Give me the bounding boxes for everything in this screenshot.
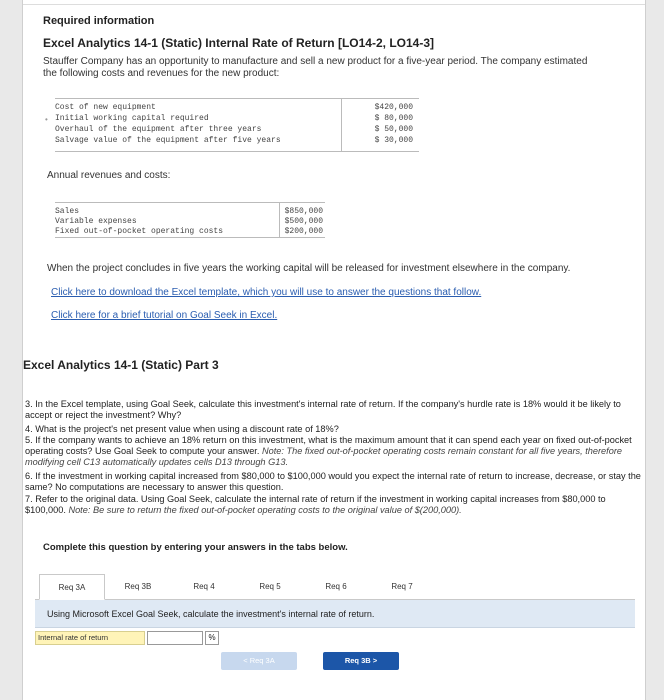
next-req-button[interactable]: Req 3B > bbox=[323, 652, 399, 670]
table-row bbox=[55, 227, 325, 237]
margin-marker: • bbox=[45, 115, 48, 124]
table-row bbox=[55, 217, 325, 227]
cost-label: Salvage value of the equipment after five years bbox=[55, 136, 281, 145]
annual-table bbox=[55, 202, 325, 238]
annual-label: Sales bbox=[55, 207, 80, 216]
table-row bbox=[55, 103, 419, 113]
cost-label: Initial working capital required bbox=[55, 114, 209, 123]
cost-value: $420,000 bbox=[374, 103, 413, 112]
irr-input[interactable] bbox=[147, 631, 203, 645]
question-7 bbox=[25, 494, 645, 516]
cost-value: $ 50,000 bbox=[374, 125, 413, 134]
tab-req-3b[interactable]: Req 3B bbox=[124, 582, 152, 591]
percent-unit: % bbox=[205, 631, 219, 645]
annual-heading: Annual revenues and costs: bbox=[47, 170, 171, 181]
cost-value: $ 80,000 bbox=[374, 114, 413, 123]
annual-label: Fixed out-of-pocket operating costs bbox=[55, 227, 224, 236]
table-row bbox=[55, 207, 325, 217]
active-question-bar bbox=[35, 600, 635, 628]
answer-label: Internal rate of return bbox=[35, 631, 145, 645]
annual-value: $850,000 bbox=[284, 207, 323, 216]
costs-table bbox=[55, 98, 419, 152]
annual-value: $200,000 bbox=[284, 227, 323, 236]
complete-instruction: Complete this question by entering your answers in the tabs below. bbox=[43, 542, 348, 553]
download-template-link[interactable]: Click here to download the Excel template, which you will use to answer the questions that follow. bbox=[51, 287, 482, 298]
working-capital-note: When the project concludes in five years the working capital will be released for investment elsewhere in the company. bbox=[47, 263, 571, 274]
annual-label: Variable expenses bbox=[55, 217, 137, 226]
assignment-page bbox=[22, 0, 646, 700]
tab-req-4[interactable]: Req 4 bbox=[193, 582, 215, 591]
active-question-text: Using Microsoft Excel Goal Seek, calculate the investment's internal rate of return. bbox=[47, 609, 375, 619]
cost-label: Cost of new equipment bbox=[55, 103, 156, 112]
top-divider bbox=[23, 4, 645, 5]
problem-title: Excel Analytics 14-1 (Static) Internal Rate of Return [LO14-2, LO14-3] bbox=[43, 36, 434, 50]
part3-title: Excel Analytics 14-1 (Static) Part 3 bbox=[23, 358, 219, 372]
problem-intro: Stauffer Company has an opportunity to manufacture and sell a new product for a five-year period. The company estimated the following costs and revenues for the new product: bbox=[43, 56, 588, 79]
requirement-tabs bbox=[35, 574, 635, 600]
tab-req-6[interactable]: Req 6 bbox=[325, 582, 347, 591]
table-row bbox=[55, 114, 419, 124]
tab-req-5[interactable]: Req 5 bbox=[259, 582, 281, 591]
question-5-text: 5. If the company wants to achieve an 18% return on this investment, what is the maximum amount that it can spend each year on fixed out-of-pocket operating costs? Use Goal Seek to compute your answer. bbox=[25, 435, 632, 456]
tab-req-3a[interactable]: Req 3A bbox=[39, 574, 105, 600]
question-5 bbox=[25, 435, 645, 468]
tab-req-7[interactable]: Req 7 bbox=[391, 582, 413, 591]
question-6: 6. If the investment in working capital increased from $80,000 to $100,000 would you expect the internal rate of return to increase, decrease, or stay the same? No computations are necessary to answer this question. bbox=[25, 471, 641, 492]
question-4: 4. What is the project's net present value when using a discount rate of 18%? bbox=[25, 424, 339, 434]
cost-value: $ 30,000 bbox=[374, 136, 413, 145]
prev-req-button[interactable]: < Req 3A bbox=[221, 652, 297, 670]
question-7-note: Note: Be sure to return the fixed out-of-pocket operating costs to the original value of $(200,000). bbox=[68, 505, 462, 515]
cost-label: Overhaul of the equipment after three years bbox=[55, 125, 262, 134]
table-row bbox=[55, 125, 419, 135]
annual-value: $500,000 bbox=[284, 217, 323, 226]
goal-seek-tutorial-link[interactable]: Click here for a brief tutorial on Goal Seek in Excel. bbox=[51, 310, 278, 321]
question-3: 3. In the Excel template, using Goal Seek, calculate this investment's internal rate of return. If the company's hurdle rate is 18% would it be likely to accept or reject the investment? Why? bbox=[25, 399, 621, 420]
question-5-note: Note: The fixed out-of-pocket operating costs remain constant for all five years, therefore modifying cell C13 automatically updates cells D13 through G13. bbox=[25, 446, 622, 467]
table-row bbox=[55, 136, 419, 146]
question-7-text: 7. Refer to the original data. Using Goal Seek, calculate the internal rate of return if the investment in working capital increases from $80,000 to $100,000. bbox=[25, 494, 606, 515]
answer-row bbox=[35, 631, 635, 645]
required-information-heading: Required information bbox=[43, 15, 155, 27]
